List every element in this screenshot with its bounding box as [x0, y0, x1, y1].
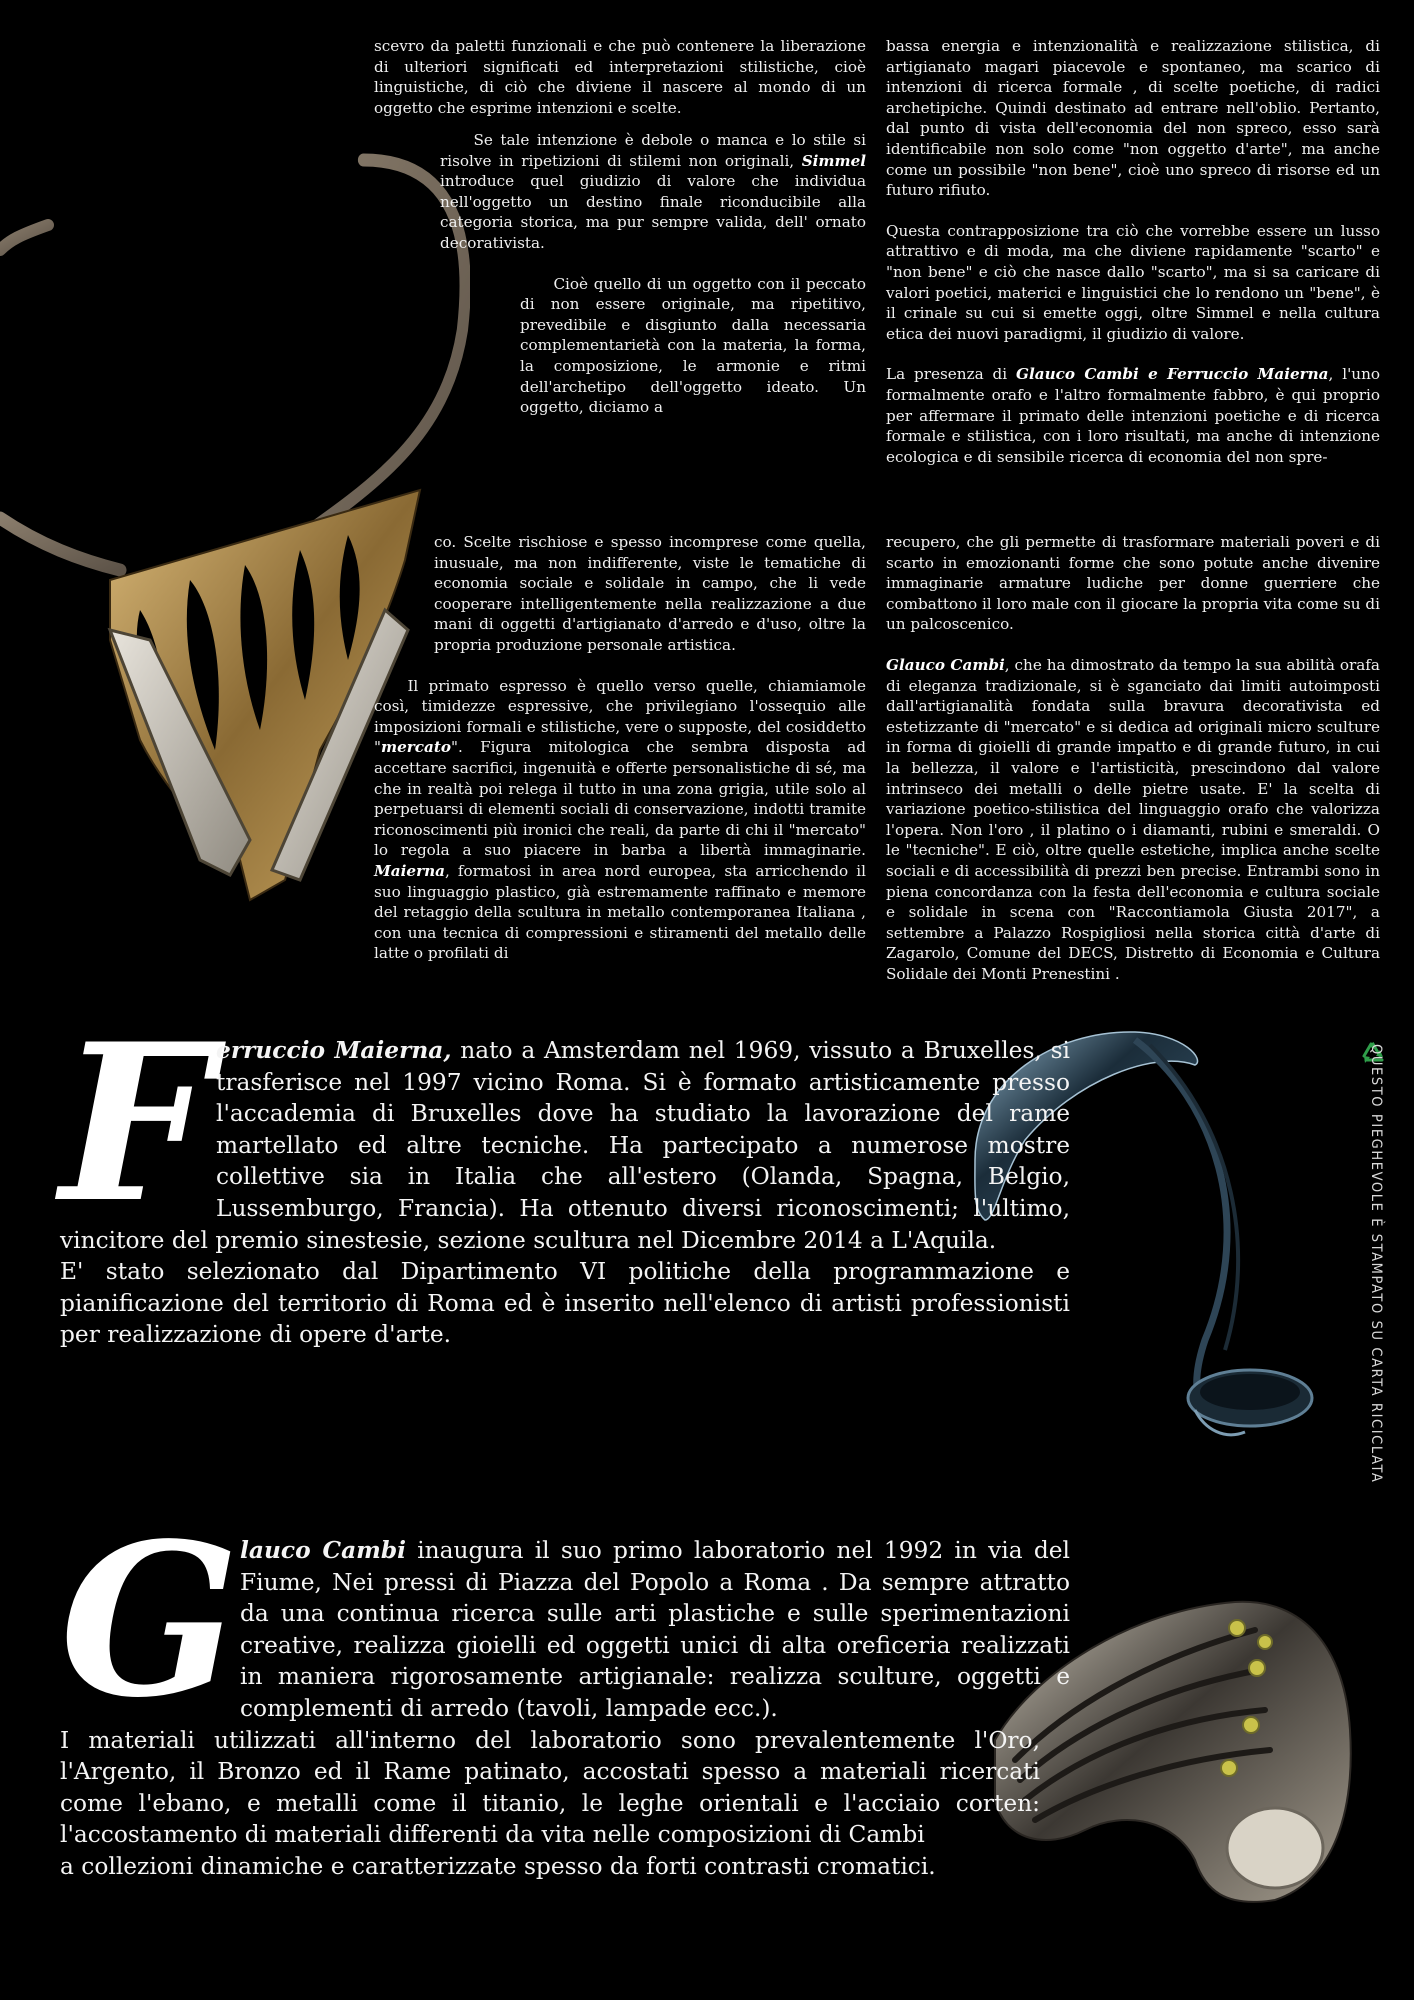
maierna-bio-text-2: E' stato selezionato dal Dipartimento VI politiche della programmazione e pianificazione del territorio di Roma ed è inserito nell'elenco di artisti professionisti per realizzazione di opere d'arte.	[60, 1258, 1070, 1349]
dropcap-g: G	[60, 1497, 240, 1744]
text-column-d	[886, 532, 1380, 984]
maierna-bio-name: erruccio Maierna,	[216, 1037, 452, 1064]
column-a-paragraph-1: scevro da paletti funzionali e che può contenere la liberazione di ulteriori significati ed interpretazioni stilistiche, cioè linguistiche, di ciò che diviene il nascere al mondo di un oggetto che esprime intenzioni e scelte.	[374, 37, 866, 117]
column-d-paragraph-1: recupero, che gli permette di trasformare materiali poveri e di scarto in emozionanti forme che sono potute anche divenire immaginarie armature ludiche per donne guerriere che combattono il loro male con il giocare la propria vita come su di un palcoscenico.	[886, 533, 1380, 634]
cambi-bio-text-2: I materiali utilizzati all'interno del laboratorio sono prevalentemente l'Oro, l'Argento, il Bronzo ed il Rame patinato, accostati spesso a materiali ricercati come l'ebano, e metalli come il titanio, le leghe orientali e l'acciaio corten: l'accostamento di materiali differenti da vita nelle composizioni di Cambi	[60, 1726, 1040, 1849]
cambi-name: Glauco Cambi	[886, 655, 1005, 674]
text-column-a	[374, 36, 866, 118]
cambi-bio-name: lauco Cambi	[240, 1537, 406, 1564]
column-b-paragraph-1: bassa energia e intenzionalità e realizzazione stilistica, di artigianato magari piacevole e spontaneo, ma scarico di intenzioni di ricerca formale , di scelte poetiche, di radici archetipiche. Quindi destinato ad entrare nell'oblio. Pertanto, dal punto di vista dell'economia del non spreco, esso sarà identificabile non solo come "non oggetto d'arte", ma anche come un possibile "non bene", cioè uno spreco di risorse ed un futuro rifiuto.	[886, 37, 1380, 200]
column-c-paragraph-2: Il primato espresso è quello verso quelle, chiamiamole così, timidezze espressive, che privilegiano l'ossequio alle imposizioni formali e stilistiche, vere o supposte, del cosiddetto "mercato". Figura mitologica che sembra disposta ad accettare sacrifici, ingenuità e offerte personalistiche di sé, ma che in realtà poi relega il tutto in una zona grigia, utile solo al perpetuarsi di elementi sociali di conservazione, indotti tramite riconoscimenti più ironici che reali, da parte di chi il "mercato" lo regola a suo piacere in barba a libertà immaginarie. Maierna, formatosi in area nord europea, sta arricchendo il suo linguaggio plastico, già estremamente raffinato e memore del retaggio della scultura in metallo contemporanea Italiana , con una tecnica di compressioni e stiramenti del metallo delle latte o profilati di	[374, 676, 866, 963]
artists-names: Glauco Cambi e Ferruccio Maierna	[1016, 365, 1329, 384]
column-b-paragraph-3: La presenza di Glauco Cambi e Ferruccio Maierna, l'uno formalmente orafo e l'altro formalmente fabbro, è qui proprio per affermare il primato delle intenzioni poetiche e di ricerca formale e stilistica, con i loro risultati, ma anche di intenzione ecologica e di sensibile ricerca di economia del non spre-	[886, 365, 1380, 466]
column-b-paragraph-2: Questa contrapposizione tra ciò che vorrebbe essere un lusso attrattivo e di moda, ma che diviene rapidamente "scarto" e "non bene" e ciò che nasce dallo "scarto", ma si sa caricare di valori poetici, materici e linguistici che lo rendono un "bene", è il crinale su cui si emette oggi, oltre Simmel e nella cultura etica dei nuovi paradigmi, il giudizio di valore.	[886, 221, 1380, 343]
column-c-paragraph-1: co. Scelte rischiose e spesso incomprese come quella, inusuale, ma non indifferente, viste le tematiche di economia sociale e solidale in campo, che li vede cooperare intelligentemente nella realizzazione a due mani di oggetti d'artigianato d'arredo e d'uso, oltre la propria produzione personale artistica.	[434, 533, 866, 654]
dropcap-f: F	[60, 996, 214, 1250]
cambi-bio-text: Glauco Cambi inaugura il suo primo laboratorio nel 1992 in via del Fiume, Nei pressi di Piazza del Popolo a Roma . Da sempre attratto da una continua ricerca sulle arti plastiche e sulle sperimentazioni creative, realizza gioielli ed oggetti unici di alta oreficeria realizzati in maniera rigorosamente artigianale: realizza sculture, oggetti e complementi di arredo (tavoli, lampade ecc.).	[60, 1497, 1070, 1744]
maierna-name: Maierna	[374, 861, 445, 880]
simmel-name: Simmel	[801, 151, 866, 170]
maierna-bio-text: Ferruccio Maierna, nato a Amsterdam nel 1969, vissuto a Bruxelles, si trasferisce nel 1997 vicino Roma. Si è formato artisticamente presso l'accademia di Bruxelles dove ha studiato la lavorazione del rame martellato ed altre tecniche. Ha partecipato a numerose mostre collettive sia in Italia che all'estero (Olanda, Spagna, Belgio, Lussemburgo, Francia). Ha ottenuto diversi riconoscimenti; l'ultimo, vincitore del premio sinestesie, sezione scultura nel Dicembre 2014 a L'Aquila.	[60, 996, 1070, 1254]
recycled-paper-note: QUESTO PIEGHEVOLE È STAMPATO SU CARTA RICICLATA	[1368, 1044, 1384, 1484]
maierna-bio	[60, 996, 1070, 1351]
column-a-paragraph-3: Cioè quello di un oggetto con il peccato di non essere originale, ma ripetitivo, prevedibile e disgiunto dalla necessaria complementarietà con la materia, la forma, la composizione, le armonie e ritmi dell'archetipo dell'oggetto ideato. Un oggetto, diciamo a	[520, 274, 866, 417]
text-column-c	[374, 532, 866, 964]
text-column-a-wrap	[440, 130, 866, 418]
cambi-bio-text-3: a collezioni dinamiche e caratterizzate spesso da forti contrasti cromatici.	[60, 1852, 936, 1880]
column-a-paragraph-2: Se tale intenzione è debole o manca e lo stile si risolve in ripetizioni di stilemi non originali, Simmel introduce quel giudizio di valore che individua nell'oggetto un destino finale riconducibile alla categoria storica, ma pur sempre valida, dell' ornato decorativista.	[440, 131, 866, 252]
column-d-paragraph-2: Glauco Cambi, che ha dimostrato da tempo la sua abilità orafa di eleganza tradizionale, si è sganciato dai limiti autoimposti dall'artigianalità fondata sulla bravura decorativista ed estetizzante di "mercato" e si dedica ad originali micro sculture in forma di gioielli di grande impatto e di grande futuro, in cui la bellezza, il valore e l'artisticità, prescindono dal valore intrinseco dei metalli o delle pietre usate. E' la scelta di variazione poetico-stilistica del linguaggio orafo che valorizza l'opera. Non l'oro , il platino o i diamanti, rubini e smeraldi. O le "tecniche". E ciò, oltre quelle estetiche, implica anche scelte sociali e di accessibilità di prezzi ben precise. Entrambi sono in piena concordanza con la festa dell'economia e cultura sociale e solidale in scena con "Raccontiamola Giusta 2017", a settembre a Palazzo Rospigliosi nella storica città d'arte di Zagarolo, Comune del DECS, Distretto di Economia e Cultura Solidale dei Monti Prenestini .	[886, 655, 1380, 983]
mercato-word: mercato	[381, 738, 451, 757]
cambi-bio	[60, 1497, 1070, 1883]
text-column-b	[886, 36, 1380, 467]
